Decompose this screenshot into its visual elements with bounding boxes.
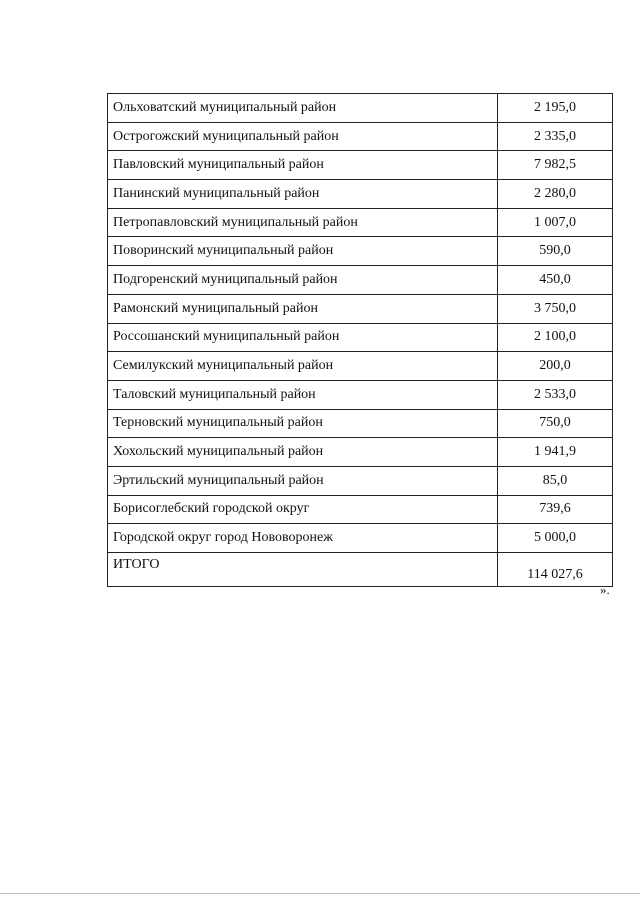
closing-quote-mark: ». bbox=[600, 582, 610, 597]
region-value: 2 280,0 bbox=[498, 180, 613, 209]
region-name: Павловский муниципальный район bbox=[108, 151, 498, 180]
region-value: 750,0 bbox=[498, 409, 613, 438]
region-name: Панинский муниципальный район bbox=[108, 180, 498, 209]
table-row bbox=[108, 438, 613, 467]
table-row bbox=[108, 266, 613, 295]
page-bottom-divider bbox=[0, 893, 640, 894]
funding-table bbox=[107, 93, 613, 587]
region-name: Поворинский муниципальный район bbox=[108, 237, 498, 266]
table-row bbox=[108, 294, 613, 323]
region-value: 7 982,5 bbox=[498, 151, 613, 180]
region-name: Таловский муниципальный район bbox=[108, 380, 498, 409]
total-value: 114 027,6 bbox=[498, 553, 613, 587]
region-value: 2 195,0 bbox=[498, 94, 613, 123]
table-row bbox=[108, 94, 613, 123]
table-row bbox=[108, 409, 613, 438]
table-row bbox=[108, 180, 613, 209]
region-name: Городской округ город Нововоронеж bbox=[108, 524, 498, 553]
table-row bbox=[108, 237, 613, 266]
region-value: 450,0 bbox=[498, 266, 613, 295]
region-name: Рамонский муниципальный район bbox=[108, 294, 498, 323]
region-value: 3 750,0 bbox=[498, 294, 613, 323]
table-row bbox=[108, 380, 613, 409]
region-value: 2 100,0 bbox=[498, 323, 613, 352]
region-name: Семилукский муниципальный район bbox=[108, 352, 498, 381]
region-value: 739,6 bbox=[498, 495, 613, 524]
table-row bbox=[108, 524, 613, 553]
funding-table-body bbox=[108, 94, 613, 587]
table-row bbox=[108, 495, 613, 524]
region-name: Хохольский муниципальный район bbox=[108, 438, 498, 467]
table-row bbox=[108, 466, 613, 495]
region-name: Борисоглебский городской округ bbox=[108, 495, 498, 524]
region-name: Эртильский муниципальный район bbox=[108, 466, 498, 495]
region-value: 1 941,9 bbox=[498, 438, 613, 467]
total-label: ИТОГО bbox=[108, 553, 498, 587]
region-value: 2 335,0 bbox=[498, 122, 613, 151]
region-name: Подгоренский муниципальный район bbox=[108, 266, 498, 295]
region-value: 85,0 bbox=[498, 466, 613, 495]
table-row bbox=[108, 122, 613, 151]
table-row bbox=[108, 323, 613, 352]
region-name: Острогожский муниципальный район bbox=[108, 122, 498, 151]
table-row bbox=[108, 208, 613, 237]
table-row bbox=[108, 352, 613, 381]
region-name: Петропавловский муниципальный район bbox=[108, 208, 498, 237]
region-value: 200,0 bbox=[498, 352, 613, 381]
total-row bbox=[108, 553, 613, 587]
region-value: 1 007,0 bbox=[498, 208, 613, 237]
table-row bbox=[108, 151, 613, 180]
region-value: 5 000,0 bbox=[498, 524, 613, 553]
region-name: Ольховатский муниципальный район bbox=[108, 94, 498, 123]
region-value: 590,0 bbox=[498, 237, 613, 266]
region-name: Терновский муниципальный район bbox=[108, 409, 498, 438]
region-name: Россошанский муниципальный район bbox=[108, 323, 498, 352]
region-value: 2 533,0 bbox=[498, 380, 613, 409]
